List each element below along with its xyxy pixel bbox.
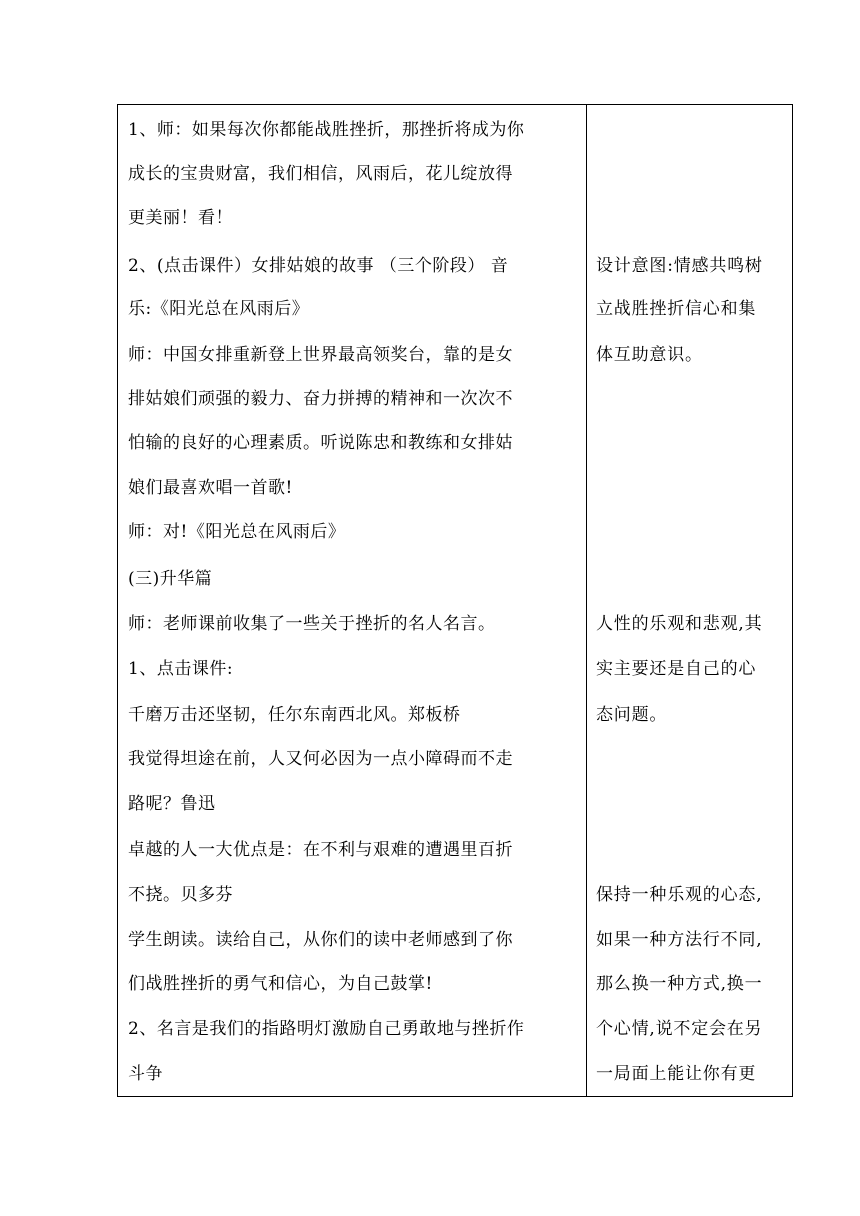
text-line: 2、名言是我们的指路明灯激励自己勇敢地与挫折作 — [128, 1019, 525, 1039]
note-line: 设计意图:情感共鸣树 — [596, 256, 763, 276]
text-line: 1、点击课件: — [128, 659, 234, 679]
text-line: 娘们最喜欢唱一首歌! — [128, 478, 293, 498]
text-line: 们战胜挫折的勇气和信心，为自己鼓掌! — [128, 974, 433, 994]
note-line: 个心情,说不定会在另 — [596, 1019, 763, 1039]
note-line: 立战胜挫折信心和集 — [596, 299, 757, 319]
note-line: 那么换一种方式,换一 — [596, 974, 763, 994]
text-line: 师：中国女排重新登上世界最高领奖台，靠的是女 — [128, 345, 513, 365]
text-line: 卓越的人一大优点是：在不利与艰难的遭遇里百折 — [128, 840, 513, 860]
note-line: 如果一种方法行不同, — [596, 930, 763, 950]
note-line: 体互助意识。 — [596, 345, 703, 365]
note-line: 保持一种乐观的心态, — [596, 885, 763, 905]
column-divider — [586, 105, 587, 1096]
text-line: 学生朗读。读给自己，从你们的读中老师感到了你 — [128, 930, 513, 950]
text-line: 不挠。贝多芬 — [128, 885, 233, 905]
text-line: 怕输的良好的心理素质。听说陈忠和教练和女排姑 — [128, 433, 513, 453]
lesson-table — [117, 104, 793, 1097]
note-line: 态问题。 — [596, 705, 668, 725]
text-line: 排姑娘们顽强的毅力、奋力拼搏的精神和一次次不 — [128, 389, 513, 409]
text-line: 师：对!《阳光总在风雨后》 — [128, 522, 346, 542]
note-line: 一局面上能让你有更 — [596, 1064, 757, 1084]
text-line: 师：老师课前收集了一些关于挫折的名人名言。 — [128, 614, 496, 634]
text-line: 我觉得坦途在前，人又何必因为一点小障碍而不走 — [128, 749, 513, 769]
note-line: 实主要还是自己的心 — [596, 659, 757, 679]
text-line: 千磨万击还坚韧，任尔东南西北风。郑板桥 — [128, 705, 461, 725]
text-line: 1、师：如果每次你都能战胜挫折，那挫折将成为你 — [128, 120, 525, 140]
text-line: 2、(点击课件）女排姑娘的故事 （三个阶段） 音 — [128, 256, 509, 276]
text-line: 乐:《阳光总在风雨后》 — [128, 299, 310, 319]
text-line: 成长的宝贵财富，我们相信，风雨后，花儿绽放得 — [128, 164, 513, 184]
text-line: 路呢？鲁迅 — [128, 794, 216, 814]
text-line: (三)升华篇 — [128, 569, 213, 589]
note-line: 人性的乐观和悲观,其 — [596, 614, 763, 634]
text-line: 更美丽！看！ — [128, 208, 233, 228]
text-line: 斗争 — [128, 1064, 163, 1084]
